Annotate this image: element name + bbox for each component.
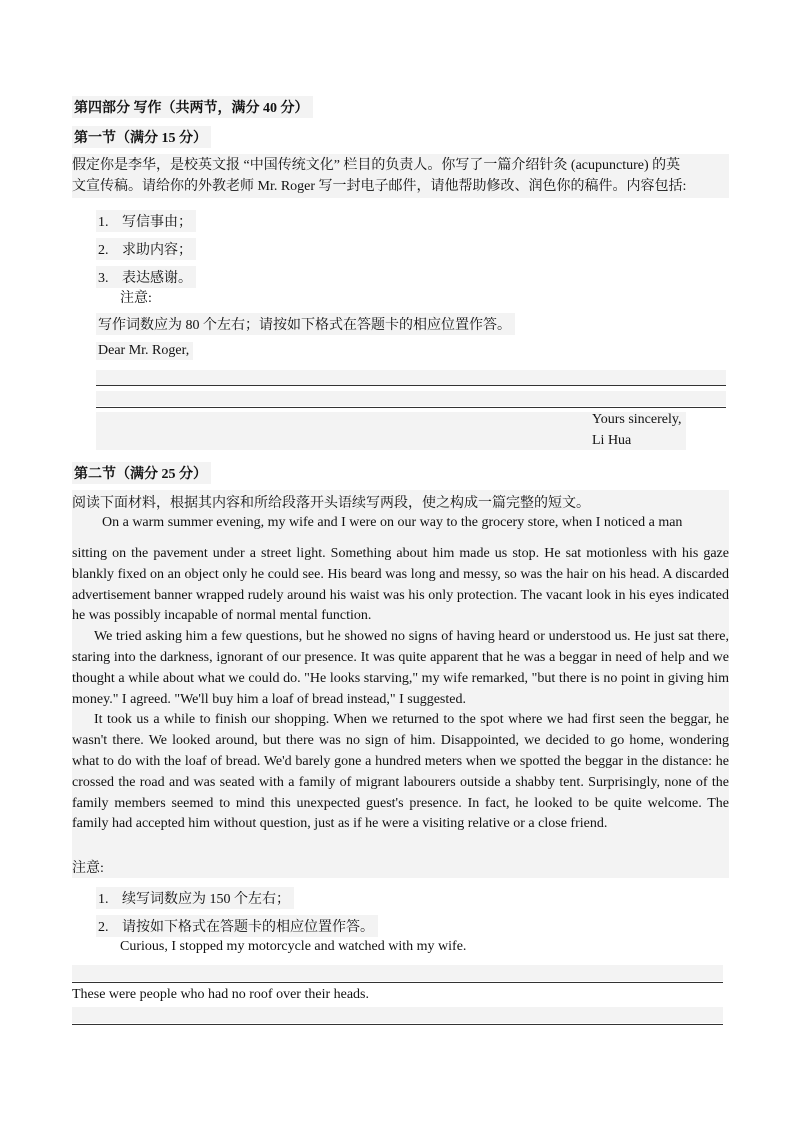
item-text: 续写词数应为 150 个左右； [122, 892, 290, 907]
passage-p2: We tried asking him a few questions, but he showed no signs of having heard or understood us. He just sat there, staring into the darkness, ignorant of our presence. It was quite apparent that he was a beggar in need of help and we thought a while about what we could do. "He looks starving," my wife remarked, "but there is no point in giving him money." I agreed. "We'll buy him a loaf of bread instead," I suggested. [72, 629, 729, 707]
answer-space-4 [72, 1007, 723, 1023]
passage [72, 544, 729, 835]
item-number: 1. [98, 215, 109, 230]
part2-item-1 [96, 887, 294, 909]
part1-item-1 [96, 210, 196, 232]
part1-prompt [72, 154, 729, 198]
passage-p3: It took us a while to finish our shopping. When we returned to the spot where we had first seen the beggar, he wasn't there. We looked around, but there was no sign of him. Disappointed, we decided to go home, wondering what to do with the loaf of bread. We'd barely gone a hundred meters when we spotted the beggar in the distance: he crossed the road and was seated with a family of migrant labourers outside a shabby tent. Surprisingly, none of the family members seemed to mind this unexpected guest's presence. In fact, he looked to be quite welcome. The family had accepted him without question, just as if he were a visiting relative or a close friend. [72, 712, 729, 832]
letter-closing: Yours sincerely, [592, 412, 682, 427]
item-number: 1. [98, 892, 109, 907]
answer-line-2 [96, 407, 726, 408]
part1-item-2 [96, 238, 196, 260]
part1-note-text: 写作词数应为 80 个左右；请按如下格式在答题卡的相应位置作答。 [96, 313, 515, 335]
part1-prompt-line2: 文宣传稿。请给你的外教老师 Mr. Roger 写一封电子邮件，请他帮助修改、润色你的稿件。内容包括: [72, 179, 687, 194]
passage-p1-rest: sitting on the pavement under a street light. Something about him made us stop. He sat motionless with his gaze blankly fixed on an object only he could see. His beard was long and messy, so was the hair on his head. A discarded advertisement banner wrapped rudely around his waist was his only protection. The vacant look in his eyes indicated he was possibly incapable of normal mental function. [72, 546, 729, 624]
answer-line-3 [72, 982, 723, 983]
item-text: 写信事由； [122, 215, 192, 230]
answer-space-3 [72, 965, 723, 981]
answer-line-1 [96, 385, 726, 386]
item-text: 请按如下格式在答题卡的相应位置作答。 [122, 920, 374, 935]
part2-item-2 [96, 915, 378, 937]
answer-space-2 [96, 391, 726, 406]
item-number: 2. [98, 920, 109, 935]
item-number: 2. [98, 243, 109, 258]
item-text: 表达感谢。 [122, 271, 192, 286]
passage-p1-first-line: On a warm summer evening, my wife and I were on our way to the grocery store, when I noticed a man [102, 515, 683, 530]
part1-prompt-line1: 假定你是李华，是校英文报 “中国传统文化” 栏目的负责人。你写了一篇介绍针灸 (acupuncture) 的英 [72, 158, 681, 173]
continuation-opener-2: These were people who had no roof over their heads. [72, 987, 370, 1002]
answer-line-4 [72, 1024, 723, 1025]
part2-title: 第二节（满分 25 分） [72, 462, 211, 484]
part1-item-3 [96, 266, 196, 288]
item-text: 求助内容； [122, 243, 192, 258]
section-title: 第四部分 写作（共两节，满分 40 分） [72, 96, 313, 118]
letter-salutation: Dear Mr. Roger, [96, 342, 193, 360]
item-number: 3. [98, 271, 109, 286]
part1-note-label: 注意: [120, 291, 152, 306]
part2-instruction: 阅读下面材料，根据其内容和所给段落开头语续写两段，使之构成一篇完整的短文。 [72, 496, 590, 511]
answer-space-1 [96, 370, 726, 385]
letter-signature: Li Hua [592, 433, 632, 448]
part2-note-label: 注意: [72, 861, 104, 876]
part1-title: 第一节（满分 15 分） [72, 126, 211, 148]
continuation-opener-1: Curious, I stopped my motorcycle and watched with my wife. [120, 939, 467, 954]
